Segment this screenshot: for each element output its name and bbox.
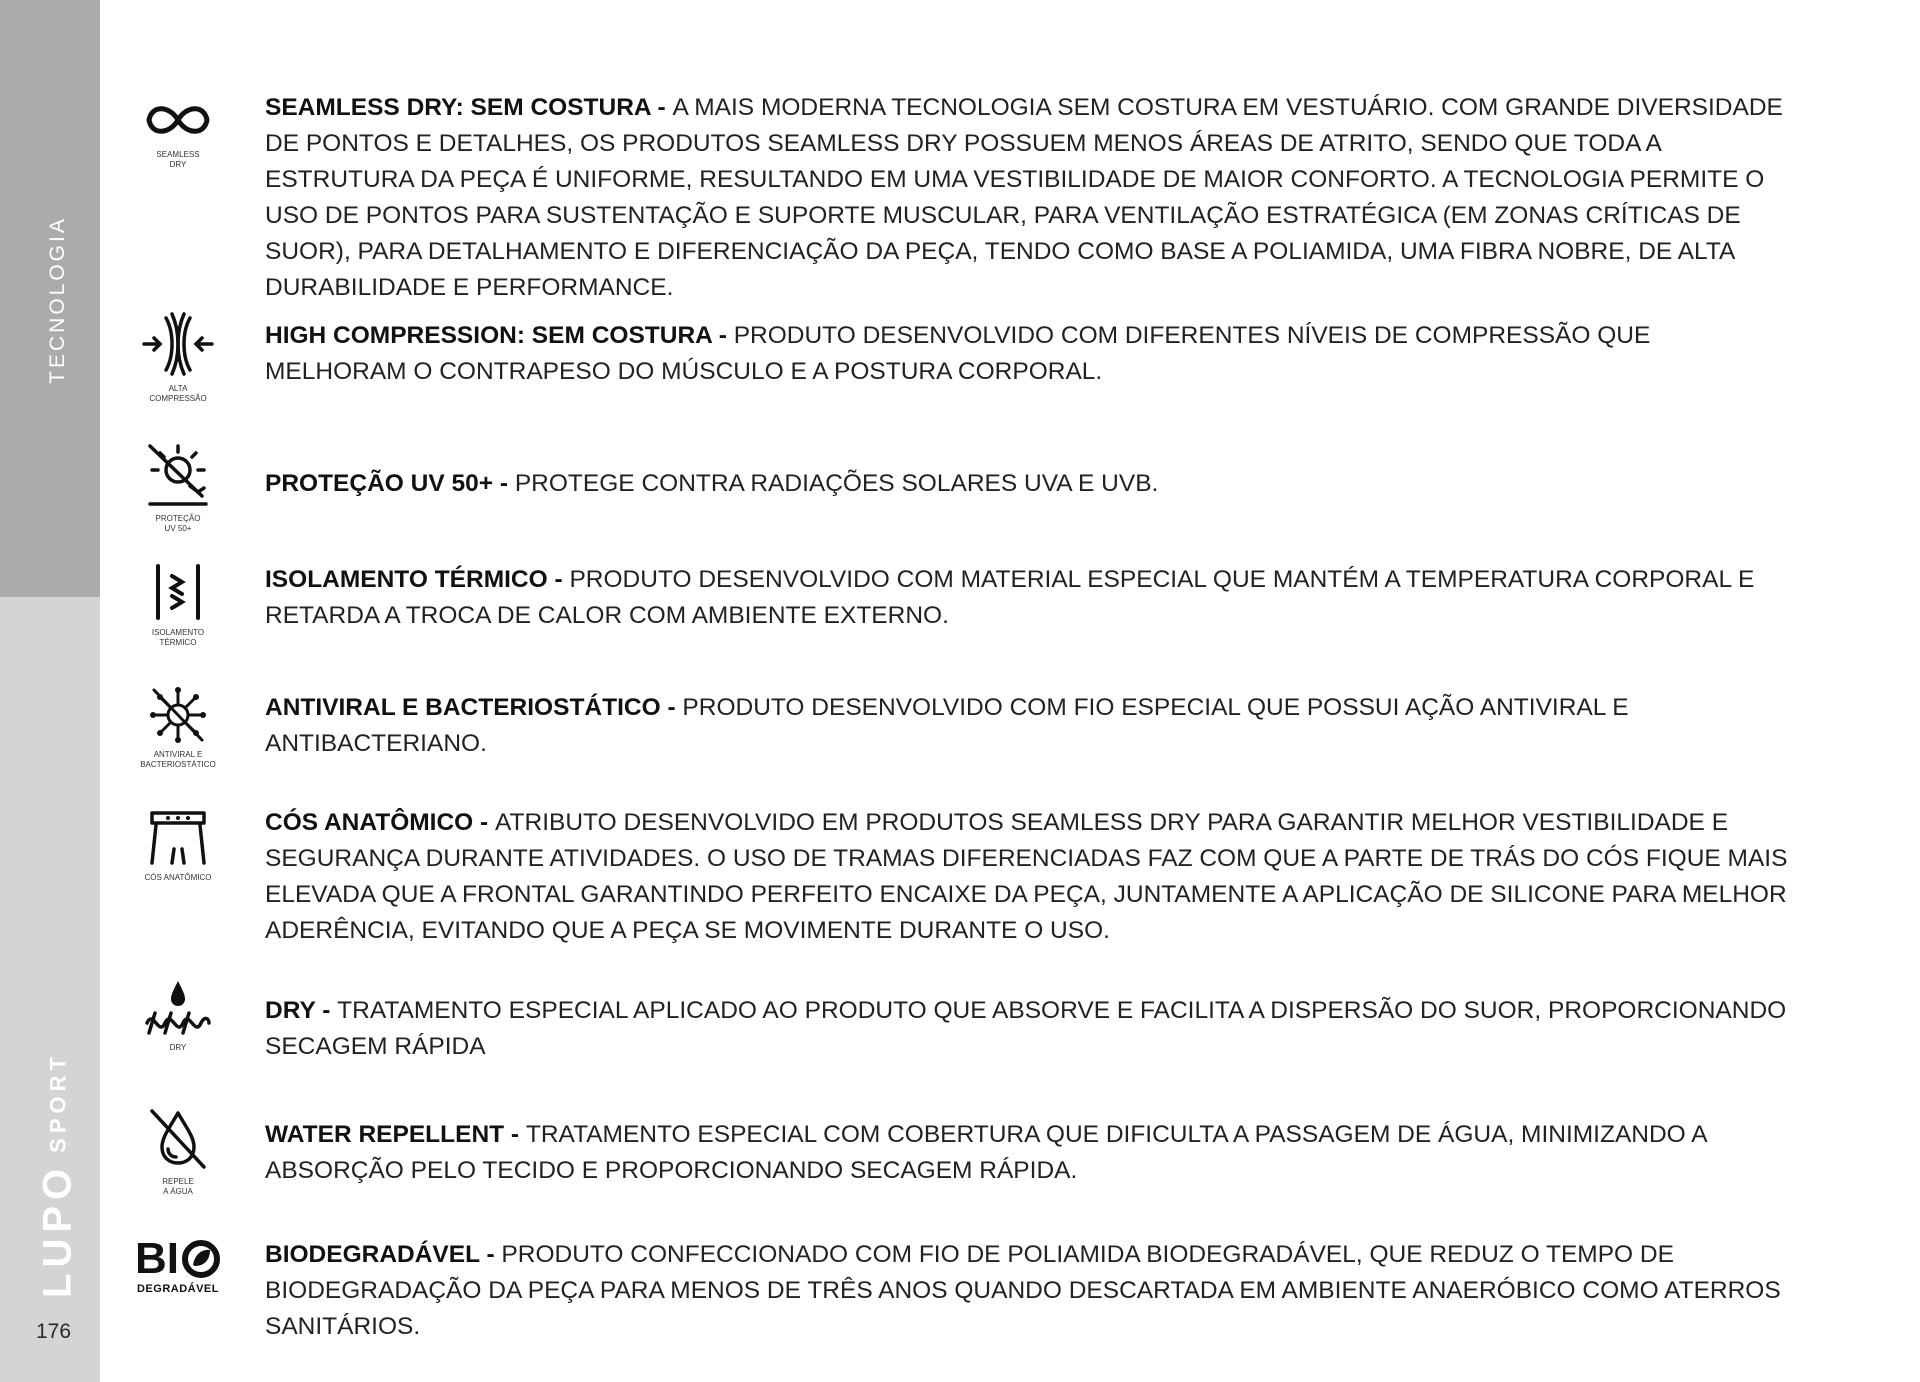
bio-logo-word xyxy=(135,1234,221,1283)
brand-logo xyxy=(36,1052,81,1298)
tech-icon-block xyxy=(130,979,226,1053)
brand-sub: SPORT xyxy=(45,1052,70,1153)
tech-description xyxy=(265,993,1790,1065)
tech-icon-label: ISOLAMENTO TÉRMICO xyxy=(151,628,205,647)
tech-title: ISOLAMENTO TÉRMICO xyxy=(265,566,548,593)
water-repellent-icon xyxy=(146,1107,210,1171)
tech-description xyxy=(265,805,1790,949)
tech-separator: - xyxy=(493,470,515,497)
tech-icon-block xyxy=(130,562,226,648)
tech-title: CÓS ANATÔMICO xyxy=(265,809,474,836)
tech-text: ATRIBUTO DESENVOLVIDO EM PRODUTOS SEAMLESS DRY PARA GARANTIR MELHOR VESTIBILIDADE E SEGURANÇA DURANTE ATIVIDADES. O USO DE TRAMAS DIFERENCIADAS FAZ COM QUE A PARTE DE TRÁS DO CÓS FIQUE MAIS ELEVADA QUE A FRONTAL GARANTINDO PERFEITO ENCAIXE DA PEÇA, JUNTAMENTE A APLICAÇÃO DE SILICONE PARA MELHOR ADERÊNCIA, EVITANDO QUE A PEÇA SE MOVIMENTE DURANTE O USO. xyxy=(265,809,1788,944)
tech-title: PROTEÇÃO UV 50+ xyxy=(265,470,494,497)
tech-description xyxy=(265,466,1790,502)
tech-title: BIODEGRADÁVEL xyxy=(265,1241,480,1268)
tech-icon-label: SEAMLESS DRY xyxy=(156,150,200,169)
tech-text: TRATAMENTO ESPECIAL APLICADO AO PRODUTO QUE ABSORVE E FACILITA A DISPERSÃO DO SUOR, PROPORCIONANDO SECAGEM RÁPIDA xyxy=(265,997,1787,1060)
brand-mark: LUPO xyxy=(35,1162,80,1298)
leaf-circle-icon xyxy=(181,1239,221,1279)
compression-icon xyxy=(140,310,216,378)
tech-separator: - xyxy=(479,1241,502,1268)
tech-separator: - xyxy=(315,997,338,1024)
bio-letters: BI xyxy=(135,1234,179,1283)
tech-separator: - xyxy=(547,566,570,593)
tech-icon-block xyxy=(130,686,226,770)
tech-description xyxy=(265,690,1790,762)
tech-title: SEAMLESS DRY: SEM COSTURA xyxy=(265,94,651,121)
antiviral-icon xyxy=(148,686,208,744)
tech-icon-block xyxy=(130,1107,226,1197)
tech-description xyxy=(265,90,1790,306)
tech-text: A MAIS MODERNA TECNOLOGIA SEM COSTURA EM VESTUÁRIO. COM GRANDE DIVERSIDADE DE PONTOS E DETALHES, OS PRODUTOS SEAMLESS DRY POSSUEM MENOS ÁREAS DE ATRITO, SENDO QUE TODA A ESTRUTURA DA PEÇA É UNIFORME, RESULTANDO EM UMA VESTIBILIDADE DE MAIOR CONFORTO. A TECNOLOGIA PERMITE O USO DE PONTOS PARA SUSTENTAÇÃO E SUPORTE MUSCULAR, PARA VENTILAÇÃO ESTRATÉGICA (EM ZONAS CRÍTICAS DE SUOR), PARA DETALHAMENTO E DIFERENCIAÇÃO DA PEÇA, TENDO COMO BASE A POLIAMIDA, UMA FIBRA NOBRE, DE ALTA DURABILIDADE E PERFORMANCE. xyxy=(265,94,1783,301)
tech-description xyxy=(265,1237,1790,1345)
infinity-icon xyxy=(140,96,216,144)
tech-title: WATER REPELLENT xyxy=(265,1121,505,1148)
tech-title: ANTIVIRAL E BACTERIOSTÁTICO xyxy=(265,694,661,721)
tech-icon-label: PROTEÇÃO UV 50+ xyxy=(155,514,201,533)
thermal-insulation-icon xyxy=(148,562,208,622)
tech-text: TRATAMENTO ESPECIAL COM COBERTURA QUE DIFICULTA A PASSAGEM DE ÁGUA, MINIMIZANDO A ABSORÇÃO PELO TECIDO E PROPORCIONANDO SECAGEM RÁPIDA. xyxy=(265,1121,1707,1184)
tech-icon-block xyxy=(130,96,226,170)
tech-separator: - xyxy=(504,1121,526,1148)
tech-text: PRODUTO DESENVOLVIDO COM MATERIAL ESPECIAL QUE MANTÉM A TEMPERATURA CORPORAL E RETARDA A TROCA DE CALOR COM AMBIENTE EXTERNO. xyxy=(265,566,1755,629)
bio-logo-sub: DEGRADÁVEL xyxy=(136,1283,219,1295)
tech-description xyxy=(265,562,1790,634)
tech-icon-label: ALTA COMPRESSÃO xyxy=(149,384,207,403)
tech-text: PROTEGE CONTRA RADIAÇÕES SOLARES UVA E UVB. xyxy=(514,470,1159,497)
tech-icon-block xyxy=(130,442,226,534)
waistband-icon xyxy=(146,807,210,867)
tech-text: PRODUTO CONFECCIONADO COM FIO DE POLIAMIDA BIODEGRADÁVEL, QUE REDUZ O TEMPO DE BIODEGRADAÇÃO DA PEÇA PARA MENOS DE TRÊS ANOS QUANDO DESCARTADA EM AMBIENTE ANAERÓBICO COMO ATERROS SANITÁRIOS. xyxy=(265,1241,1781,1340)
biodegradable-logo xyxy=(135,1234,221,1295)
section-label: TECNOLOGIA xyxy=(46,216,69,384)
tech-separator: - xyxy=(660,694,683,721)
tech-text: PRODUTO DESENVOLVIDO COM DIFERENTES NÍVEIS DE COMPRESSÃO QUE MELHORAM O CONTRAPESO DO MÚSCULO E A POSTURA CORPORAL. xyxy=(265,322,1651,385)
tech-separator: - xyxy=(711,322,734,349)
tech-title: DRY xyxy=(265,997,316,1024)
tech-text: PRODUTO DESENVOLVIDO COM FIO ESPECIAL QUE POSSUI AÇÃO ANTIVIRAL E ANTIBACTERIANO. xyxy=(265,694,1629,757)
dry-droplet-icon xyxy=(143,979,213,1037)
uv-protection-icon xyxy=(140,442,216,508)
tech-description xyxy=(265,1117,1790,1189)
tech-icon-label: DRY xyxy=(169,1043,187,1052)
tech-icon-label: CÓS ANATÔMICO xyxy=(144,873,212,882)
tech-icon-block xyxy=(130,310,226,404)
tech-icon-label: ANTIVIRAL E BACTERIOSTÁTICO xyxy=(140,750,216,769)
tech-title: HIGH COMPRESSION: SEM COSTURA xyxy=(265,322,712,349)
tech-description xyxy=(265,318,1790,390)
tech-separator: - xyxy=(473,809,496,836)
page-number: 176 xyxy=(36,1320,72,1343)
tech-icon-block xyxy=(130,807,226,883)
tech-icon-block xyxy=(130,1233,226,1295)
tech-separator: - xyxy=(650,94,673,121)
tech-icon-label: REPELE A ÁGUA xyxy=(162,1177,194,1196)
